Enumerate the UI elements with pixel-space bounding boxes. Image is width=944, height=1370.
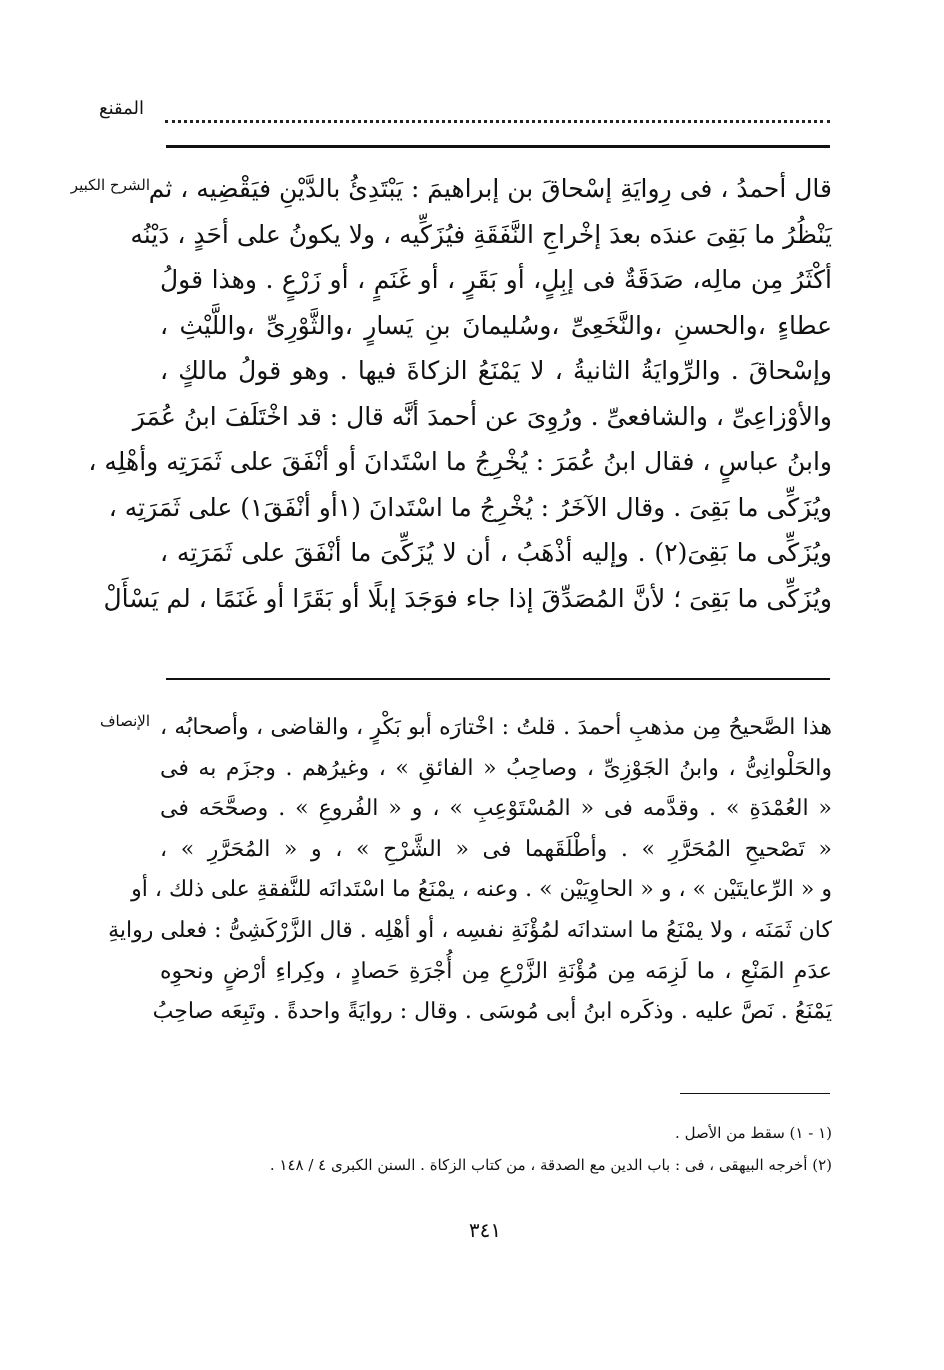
header-rule [166,145,830,148]
main-line: ويُزَكِّى ما بَقِىَ(٢) . وإليه أذْهَبُ ، أن لا يُزَكِّىَ ما أنْفَقَ على ثَمَرَتِه ، [160,538,832,567]
insaf-line: كان ثَمَنَه ، ولا يمْنَعُ ما استدانَه لمُؤْنَةِ نفسِه ، أو أهْلِه . قال الزَّرْكَشِىُّ : فعلى روايةِ [108,917,832,943]
main-line: والأوْزاعِىِّ ، والشافعىِّ . ورُوِىَ عن أحمدَ أنَّه قال : قد اخْتَلَفَ ابنُ عُمَرَ [132,401,832,431]
main-line: وإسْحاقَ . والرِّوايَةُ الثانيةُ ، لا يَمْنَعُ الزكاةَ فيها . وهو قولُ مالكٍ ، [160,356,832,385]
section-divider [166,678,830,680]
footnote-rule [680,1093,830,1094]
page-number: ٣٤١ [468,1218,502,1242]
insaf-line: « العُمْدَةِ » . وقدَّمه فى « المُسْتَوْعِبِ » ، و « الفُروعِ » . وصحَّحَه فى [160,796,832,822]
main-line: ويُزَكِّى ما بَقِىَ ؛ لأنَّ المُصَدِّقَ إذا جاء فوَجَدَ إبلًا أو بَقَرًا أو غَنَمًا ، لم يَسْأَلْ [103,583,832,613]
side-label-insaf: الإنصاف [99,712,150,730]
footnote-2: (٢) أخرجه البيهقى ، فى : باب الدين مع الصدقة ، من كتاب الزكاة . السنن الكبرى ٤ / ١٤٨ . [269,1156,832,1174]
main-line: وابنُ عباسٍ ، فقال ابنُ عُمَرَ : يُخْرِجُ ما اسْتَدانَ أو أنْفَقَ على ثَمَرَتِه وأهْلِه ، [88,447,832,476]
insaf-line: و « الرِّعايتَيْن » ، و « الحاوِيَيْن » . وعنه ، يمْنَعُ ما اسْتَدانَه للنَّفقةِ على ذلك ، أو [131,877,832,903]
side-label-sharh: الشرح الكبير [70,176,150,194]
insaf-line: هذا الصَّحيحُ مِن مذهبِ أحمدَ . قلتُ : اخْتارَه أبو بَكْرٍ ، والقاضى ، وأصحابُه ، [160,715,832,740]
main-line: ويُزَكِّى ما بَقِىَ . وقال الآخَرُ : يُخْرِجُ ما اسْتَدانَ (١أو أنْفَقَ١) على ثَمَرَتِه ، [108,492,832,522]
footnotes [160,1117,832,1181]
insaf-line: عدَمِ المَنْعِ ، ما لَزِمَه مِن مُؤْنَةِ الزَّرْعِ مِن أُجْرَةِ حَصادٍ ، وكِراءِ أرْضٍ ونحوِه [160,958,832,984]
main-line: قال أحمدُ ، فى رِوايَةِ إسْحاقَ بن إبراهيمَ : يَبْتَدِئُ بالدَّيْنِ فيَقْضِيه ، ثم [148,174,832,203]
main-line: عطاءٍ ،والحسنِ ،والنَّخَعِىِّ ،وسُليمانَ بنِ يَسارٍ ،والثَّوْرِىِّ ،واللَّيْثِ ، [160,310,832,340]
main-line: يَنْظُرُ ما بَقِىَ عندَه بعدَ إخْراجِ النَّفَقَةِ فيُزَكِّيه ، ولا يكونُ على أحَدٍ ، دَيْنُه [130,219,832,249]
insaf-line: والحَلْوانِىُّ ، وابنُ الجَوْزِىِّ ، وصاحِبُ « الفائقِ » ، وغيرُهم . وجزَم به فى [160,755,832,781]
insaf-line: يَمْنَعُ . نَصَّ عليه . وذكَره ابنُ أبى مُوسَى . وقال : روايَةً واحدةً . وتَبِعَه صاحِبُ [152,999,832,1025]
main-line: أكْثَرُ مِن مالِه، صَدَقَةٌ فى إبِلٍ، أو بَقَرٍ ، أو غَنَمٍ ، أو زَرْعٍ . وهذا قولُ [160,265,832,294]
header-dotted-rule [165,108,830,123]
footnote-1: (١ - ١) سقط من الأصل . [675,1124,832,1142]
insaf-line: « تَصْحيحِ المُحَرَّرِ » . وأطْلَقَهما فى « الشَّرْحِ » ، و « المُحَرَّرِ » ، [160,836,832,862]
running-head: المقنع [98,98,144,119]
